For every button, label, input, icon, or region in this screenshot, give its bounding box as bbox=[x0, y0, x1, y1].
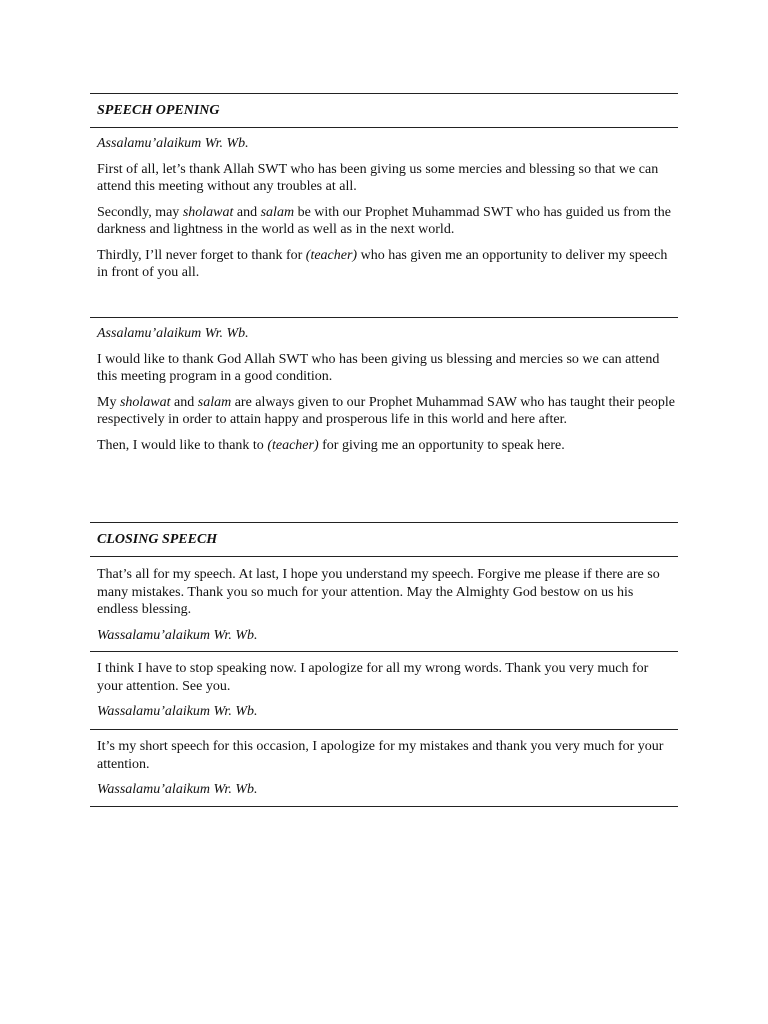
closing-greeting: Wassalamu’alaikum Wr. Wb. bbox=[97, 704, 258, 719]
table-rule bbox=[90, 729, 678, 730]
opening-version-1 bbox=[97, 135, 675, 290]
opening-version-2 bbox=[97, 325, 675, 462]
closing-item-2 bbox=[97, 660, 675, 729]
closing-greeting: Wassalamu’alaikum Wr. Wb. bbox=[97, 627, 258, 643]
closing-item-1 bbox=[97, 566, 675, 652]
paragraph: Thirdly, I’ll never forget to thank for (teacher) who has given me an opportunity to deliver my speech in front of you all. bbox=[97, 247, 668, 280]
paragraph: Secondly, may sholawat and salam be with our Prophet Muhammad SWT who has guided us from the darkness and lightness in the world as well as in the next world. bbox=[97, 204, 671, 237]
closing-greeting: Wassalamu’alaikum Wr. Wb. bbox=[97, 782, 258, 797]
greeting: Assalamu’alaikum Wr. Wb. bbox=[97, 136, 249, 151]
closing-header-cell bbox=[97, 531, 675, 549]
speech-opening-heading: SPEECH OPENING bbox=[97, 103, 220, 118]
closing-speech-heading: CLOSING SPEECH bbox=[97, 532, 218, 547]
paragraph: That’s all for my speech. At last, I hope you understand my speech. Forgive me please if there are so many mistakes. Thank you so much for your attention. May the Almighty God bestow on us his endless blessing. bbox=[97, 567, 660, 617]
paragraph: It’s my short speech for this occasion, I apologize for my mistakes and thank you very much for your attention. bbox=[97, 739, 664, 772]
closing-item-3 bbox=[97, 738, 675, 807]
table-rule bbox=[90, 93, 678, 94]
table-rule bbox=[90, 317, 678, 318]
paragraph: I think I have to stop speaking now. I apologize for all my wrong words. Thank you very much for your attention. See you. bbox=[97, 661, 649, 694]
table-rule bbox=[90, 651, 678, 652]
paragraph: Then, I would like to thank to (teacher) for giving me an opportunity to speak here. bbox=[97, 437, 565, 453]
opening-header-cell bbox=[97, 102, 675, 120]
table-rule bbox=[90, 556, 678, 557]
paragraph: My sholawat and salam are always given to our Prophet Muhammad SAW who has taught their people respectively in order to attain happy and prosperous life in this world and here after. bbox=[97, 394, 676, 427]
greeting: Assalamu’alaikum Wr. Wb. bbox=[97, 326, 249, 341]
paragraph: First of all, let’s thank Allah SWT who has been giving us some mercies and blessing so that we can attend this meeting without any troubles at all. bbox=[97, 161, 659, 194]
table-rule bbox=[90, 522, 678, 523]
table-rule bbox=[90, 127, 678, 128]
table-rule bbox=[90, 806, 678, 807]
paragraph: I would like to thank God Allah SWT who has been giving us blessing and mercies so we can attend this meeting program in a good condition. bbox=[97, 351, 660, 384]
